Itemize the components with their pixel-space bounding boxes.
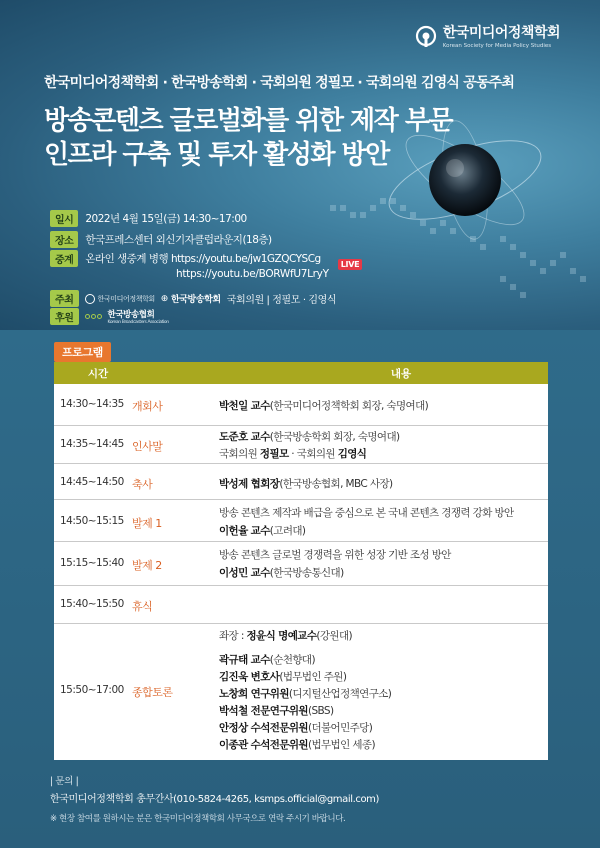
host1-logo-icon [85, 294, 95, 304]
row-time: 14:30~14:35 [60, 398, 124, 410]
sponsor-logo-icon [85, 314, 102, 319]
row-content: 방송 콘텐츠 글로벌 경쟁력을 위한 성장 기반 조성 방안 [219, 549, 451, 561]
inquiry-label: | 문의 | [50, 776, 79, 787]
row-category: 휴식 [132, 600, 153, 613]
host2-logo [161, 292, 221, 305]
panel-item: 김진욱 변호사(법무법인 주원) [219, 671, 347, 683]
panel-item: 안정상 수석전문위원(더불어민주당) [219, 722, 373, 734]
title-line-1: 방송콘텐츠 글로벌화를 위한 제작 부문 [44, 106, 453, 136]
stream-row-2 [176, 260, 362, 280]
place-row [50, 231, 272, 248]
place-tag: 장소 [50, 231, 78, 248]
host1-logo [85, 294, 155, 304]
stream-row [50, 250, 321, 267]
sponsor-tag: 후원 [50, 308, 79, 325]
row-time: 14:45~14:50 [60, 476, 124, 488]
host2-name: 한국방송학회 [170, 295, 221, 305]
cohost-line: 한국미디어정책학회 · 한국방송학회 · 국회의원 정필모 · 국회의원 김영식 공동주최 [44, 75, 515, 91]
row-time: 14:35~14:45 [60, 438, 124, 450]
sponsor-name: 한국방송협회 [107, 310, 155, 320]
sponsor-english: Korean Broadcasters Association [107, 320, 169, 325]
table-row [54, 500, 548, 542]
row-content: 방송 콘텐츠 제작과 배급을 중심으로 본 국내 콘텐츠 경쟁력 강화 방안 [219, 507, 514, 519]
stream-link-1[interactable]: 온라인 생중계 병행 https://youtu.be/jw1GZQCYSCg [85, 253, 321, 265]
header-content: 내용 [390, 368, 412, 380]
chair-line: 좌장 : 정윤식 명예교수(강원대) [219, 630, 352, 642]
table-row [54, 464, 548, 500]
row-content-2: 국회의원 정필모 · 국회의원 김영식 [219, 448, 367, 460]
society-logo-icon [415, 25, 437, 47]
host-tag: 주최 [50, 290, 79, 307]
contact-info[interactable]: 한국미디어정책학회 총무간사(010-5824-4265, ksmps.official@gmail.com) [50, 794, 380, 805]
logo-english: Korean Society for Media Policy Studies [442, 43, 552, 49]
row-time: 15:40~15:50 [60, 598, 124, 610]
row-content: 박천일 교수(한국미디어정책학회 회장, 숙명여대) [219, 400, 429, 412]
row-time: 14:50~15:15 [60, 515, 124, 527]
row-content-2: 이성민 교수(한국방송통신대) [219, 567, 344, 579]
title-line-2: 인프라 구축 및 투자 활성화 방안 [44, 140, 389, 170]
sponsor-row [50, 308, 169, 325]
stream-link-2[interactable]: https://youtu.be/BORWfU7LryY [176, 268, 329, 280]
panel-item: 박석철 전문연구위원(SBS) [219, 705, 334, 717]
host-row [50, 290, 336, 307]
header-time: 시간 [87, 368, 109, 380]
row-time: 15:50~17:00 [60, 684, 124, 696]
live-badge: LIVE [338, 259, 363, 270]
host-rest: 국회의원 | 정필모 · 김영식 [226, 295, 337, 306]
row-category: 인사말 [132, 440, 163, 453]
society-logo [415, 22, 560, 49]
panel-item: 곽규태 교수(순천향대) [219, 654, 315, 666]
row-content: 박성제 협회장(한국방송협회, MBC 사장) [219, 478, 393, 490]
table-row [54, 586, 548, 624]
row-category: 축사 [132, 478, 153, 491]
panel-item: 노창희 연구위원(디지털산업정책연구소) [219, 688, 392, 700]
row-content: 도준호 교수(한국방송학회 회장, 숙명여대) [219, 431, 400, 443]
host2-logo-icon: ⊕ [160, 293, 168, 304]
table-header [54, 362, 548, 384]
row-category: 발제 1 [132, 517, 162, 530]
row-category: 개회사 [132, 400, 163, 413]
row-category: 발제 2 [132, 559, 162, 572]
row-content-2: 이헌율 교수(고려대) [219, 525, 306, 537]
logo-name: 한국미디어정책학회 [442, 25, 560, 41]
table-row [54, 624, 548, 760]
date-row [50, 210, 247, 227]
table-row [54, 384, 548, 426]
row-time: 15:15~15:40 [60, 557, 124, 569]
row-category: 종합토론 [132, 686, 173, 699]
stream-tag: 중계 [50, 250, 78, 267]
date-tag: 일시 [50, 210, 78, 227]
program-table [54, 362, 548, 760]
date-value: 2022년 4월 15일(금) 14:30~17:00 [85, 213, 247, 225]
place-value: 한국프레스센터 외신기자클럽라운지(18층) [85, 234, 272, 246]
panel-item: 이종관 수석전문위원(법무법인 세종) [219, 739, 375, 751]
program-label: 프로그램 [54, 342, 111, 362]
table-row [54, 426, 548, 464]
footer-note: ※ 현장 참여를 원하시는 분은 한국미디어정책학회 사무국으로 연락 주시기 바랍니다. [50, 814, 346, 824]
header-background [0, 0, 600, 330]
host1-name: 한국미디어정책학회 [97, 294, 155, 303]
table-row [54, 542, 548, 586]
